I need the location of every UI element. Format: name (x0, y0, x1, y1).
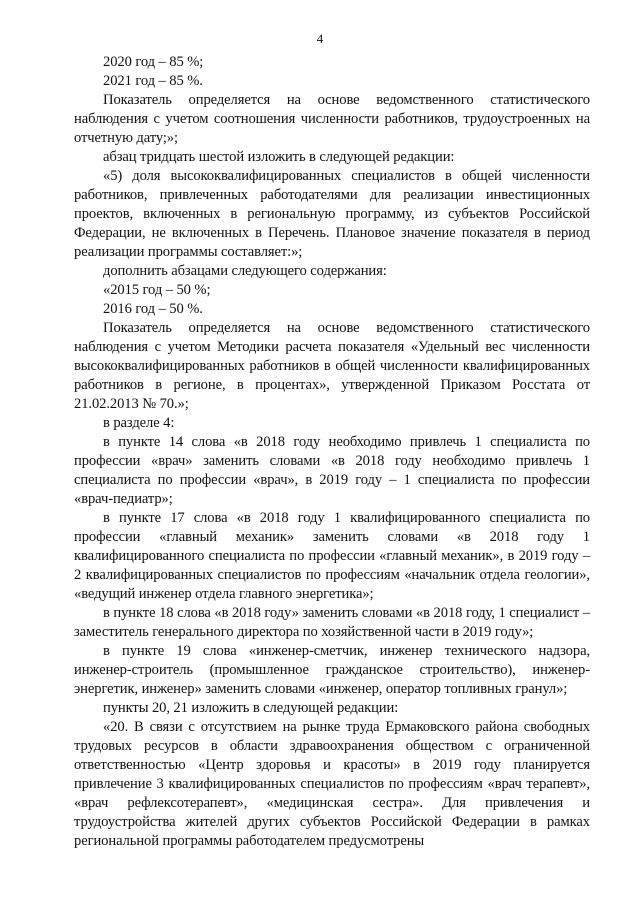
paragraph: дополнить абзацами следующего содержания: (103, 263, 387, 279)
paragraph: 2020 год – 85 %; (103, 54, 204, 70)
document-body (74, 53, 590, 851)
paragraph: Показатель определяется на основе ведомственного статистического наблюдения с учетом соотношения численности работников, трудоустроенных на отчетную дату;»; (74, 92, 590, 146)
paragraph: в разделе 4: (103, 415, 175, 431)
paragraph: 2021 год – 85 %. (103, 73, 203, 89)
paragraph: 2016 год – 50 %. (103, 301, 203, 317)
paragraph: пункты 20, 21 изложить в следующей редакции: (103, 700, 399, 716)
paragraph: Показатель определяется на основе ведомственного статистического наблюдения с учетом Методики расчета показателя «Удельный вес численности высококвалифицированных работников в общей численности квалифицированных работников в регионе, в процентах», утвержденной Приказом Росстата от 21.02.2013 № 70.»; (74, 320, 590, 412)
paragraph: в пункте 19 слова «инженер-сметчик, инженер технического надзора, инженер-строитель (промышленное гражданское строительство), инженер-энергетик, инженер» заменить словами «инженер, оператор топливных гранул»; (74, 643, 590, 697)
page-number: 4 (316, 31, 324, 46)
paragraph: абзац тридцать шестой изложить в следующей редакции: (103, 149, 455, 165)
paragraph: «20. В связи с отсутствием на рынке труда Ермаковского района свободных трудовых ресурсов в области здравоохранения обществом с ограниченной ответственностью «Центр здоровья и красоты» в 2019 году планируется привлечение 3 квалифицированных специалистов по профессиям «врач терапевт», «врач рефлексотерапевт», «медицинская сестра». Для привлечения и трудоустройства жителей других субъектов Российской Федерации в рамках региональной программы работодателем предусмотрены (74, 719, 590, 849)
paragraph: в пункте 14 слова «в 2018 году необходимо привлечь 1 специалиста по профессии «врач» заменить словами «в 2018 году необходимо привлечь 1 специалиста по профессии «врач», в 2019 году – 1 специалиста по профессии «врач-педиатр»; (74, 434, 590, 507)
paragraph: «5) доля высококвалифицированных специалистов в общей численности работников, привлеченных работодателями для реализации инвестиционных проектов, включенных в региональную программу, из субъектов Российской Федерации, не включенных в Перечень. Плановое значение показателя в период реализации программы составляет:»; (74, 168, 590, 260)
paragraph: «2015 год – 50 %; (103, 282, 211, 298)
paragraph: в пункте 17 слова «в 2018 году 1 квалифицированного специалиста по профессии «главный механик» заменить словами «в 2018 году 1 квалифицированного специалиста по профессии «главный механик», в 2019 году – 2 квалифицированных специалистов по профессиям «начальник отдела геологии», «ведущий инженер отдела главного энергетика»; (74, 510, 590, 602)
paragraph: в пункте 18 слова «в 2018 году» заменить словами «в 2018 году, 1 специалист – заместитель генерального директора по хозяйственной части в 2019 году»; (74, 605, 590, 640)
